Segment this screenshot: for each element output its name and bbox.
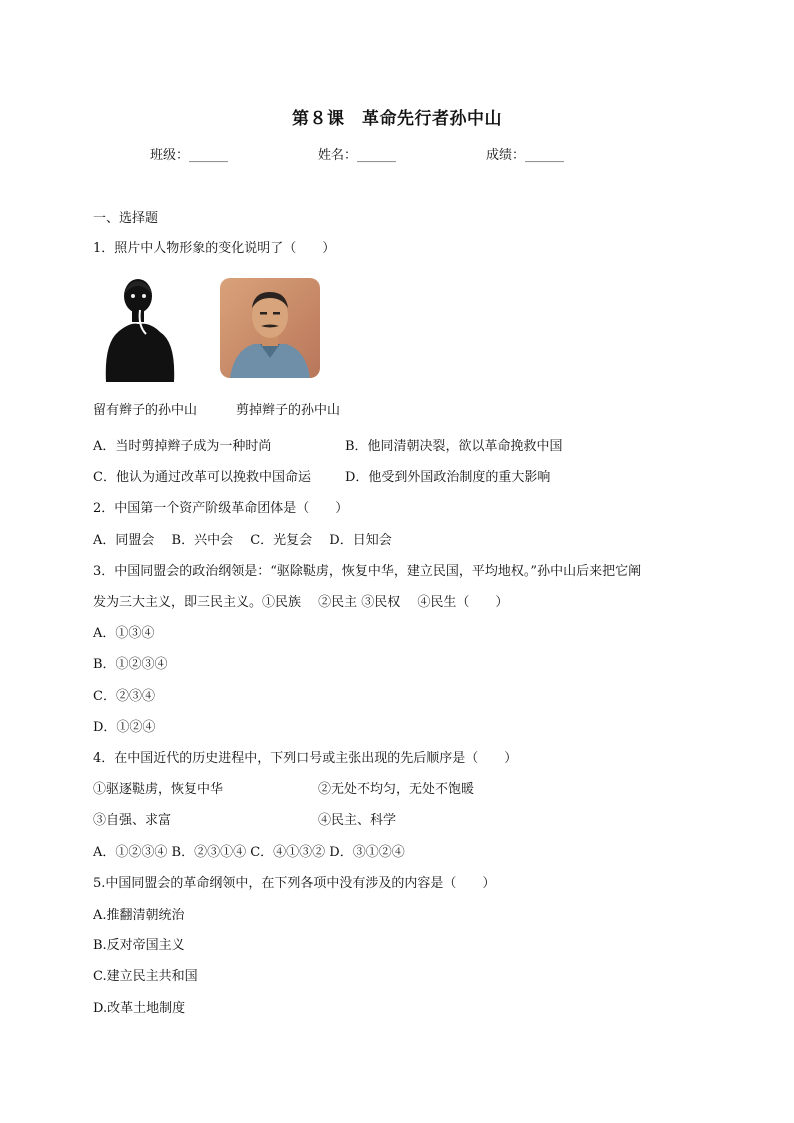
q3-option-b: B．①②③④ <box>93 657 168 672</box>
q4-item-3: ③自强、求富 <box>93 813 172 828</box>
q2-options: A．同盟会 B．兴中会 C．光复会 D．日知会 <box>93 533 392 548</box>
q3-stem-line1: 3．中国同盟会的政治纲领是：“驱除鞑虏，恢复中华，建立民国，平均地权。”孙中山后来把它阐 <box>93 564 642 579</box>
q1-option-c: C．他认为通过改革可以挽救中国命运 <box>93 470 311 485</box>
q3-option-a: A．①③④ <box>93 626 155 641</box>
q1-option-a: A．当时剪掉辫子成为一种时尚 <box>93 439 272 454</box>
q3-option-c: C．②③④ <box>93 689 155 704</box>
page-title: 第８课 革命先行者孙中山 <box>292 109 502 129</box>
q1-stem: 1．照片中人物形象的变化说明了（ ） <box>93 241 336 256</box>
q5-stem: 5.中国同盟会的革命纲领中，在下列各项中没有涉及的内容是（ ） <box>93 876 496 891</box>
score-field: 成绩：______ <box>486 148 565 163</box>
q4-item-2: ②无处不均匀，无处不饱暖 <box>318 782 475 797</box>
q5-option-b: B.反对帝国主义 <box>93 938 185 953</box>
q3-option-d: D．①②④ <box>93 720 156 735</box>
q5-option-a: A.推翻清朝统治 <box>93 908 185 923</box>
q4-stem: 4．在中国近代的历史进程中，下列口号或主张出现的先后顺序是（ ） <box>93 751 518 766</box>
class-field: 班级：______ <box>150 148 229 163</box>
q1-option-b: B．他同清朝决裂，欲以革命挽救中国 <box>345 439 563 454</box>
photo-with-queue <box>100 274 180 384</box>
section-heading: 一、选择题 <box>93 211 159 226</box>
q4-item-4: ④民主、科学 <box>318 813 397 828</box>
name-field: 姓名：______ <box>318 148 397 163</box>
q1-option-d: D．他受到外国政治制度的重大影响 <box>345 470 551 485</box>
q4-options: A．①②③④ B．②③①④ C．④①③② D．③①②④ <box>93 845 405 860</box>
caption-without-queue: 剪掉辫子的孙中山 <box>236 403 341 418</box>
caption-with-queue: 留有辫子的孙中山 <box>93 403 198 418</box>
q5-option-d: D.改革土地制度 <box>93 1001 186 1016</box>
q5-option-c: C.建立民主共和国 <box>93 969 198 984</box>
q4-item-1: ①驱逐鞑虏，恢复中华 <box>93 782 224 797</box>
q2-stem: 2．中国第一个资产阶级革命团体是（ ） <box>93 501 349 516</box>
q3-stem-line2: 发为三大主义，即三民主义。①民族 ②民主 ③民权 ④民生（ ） <box>93 595 509 610</box>
photo-without-queue <box>220 278 320 378</box>
